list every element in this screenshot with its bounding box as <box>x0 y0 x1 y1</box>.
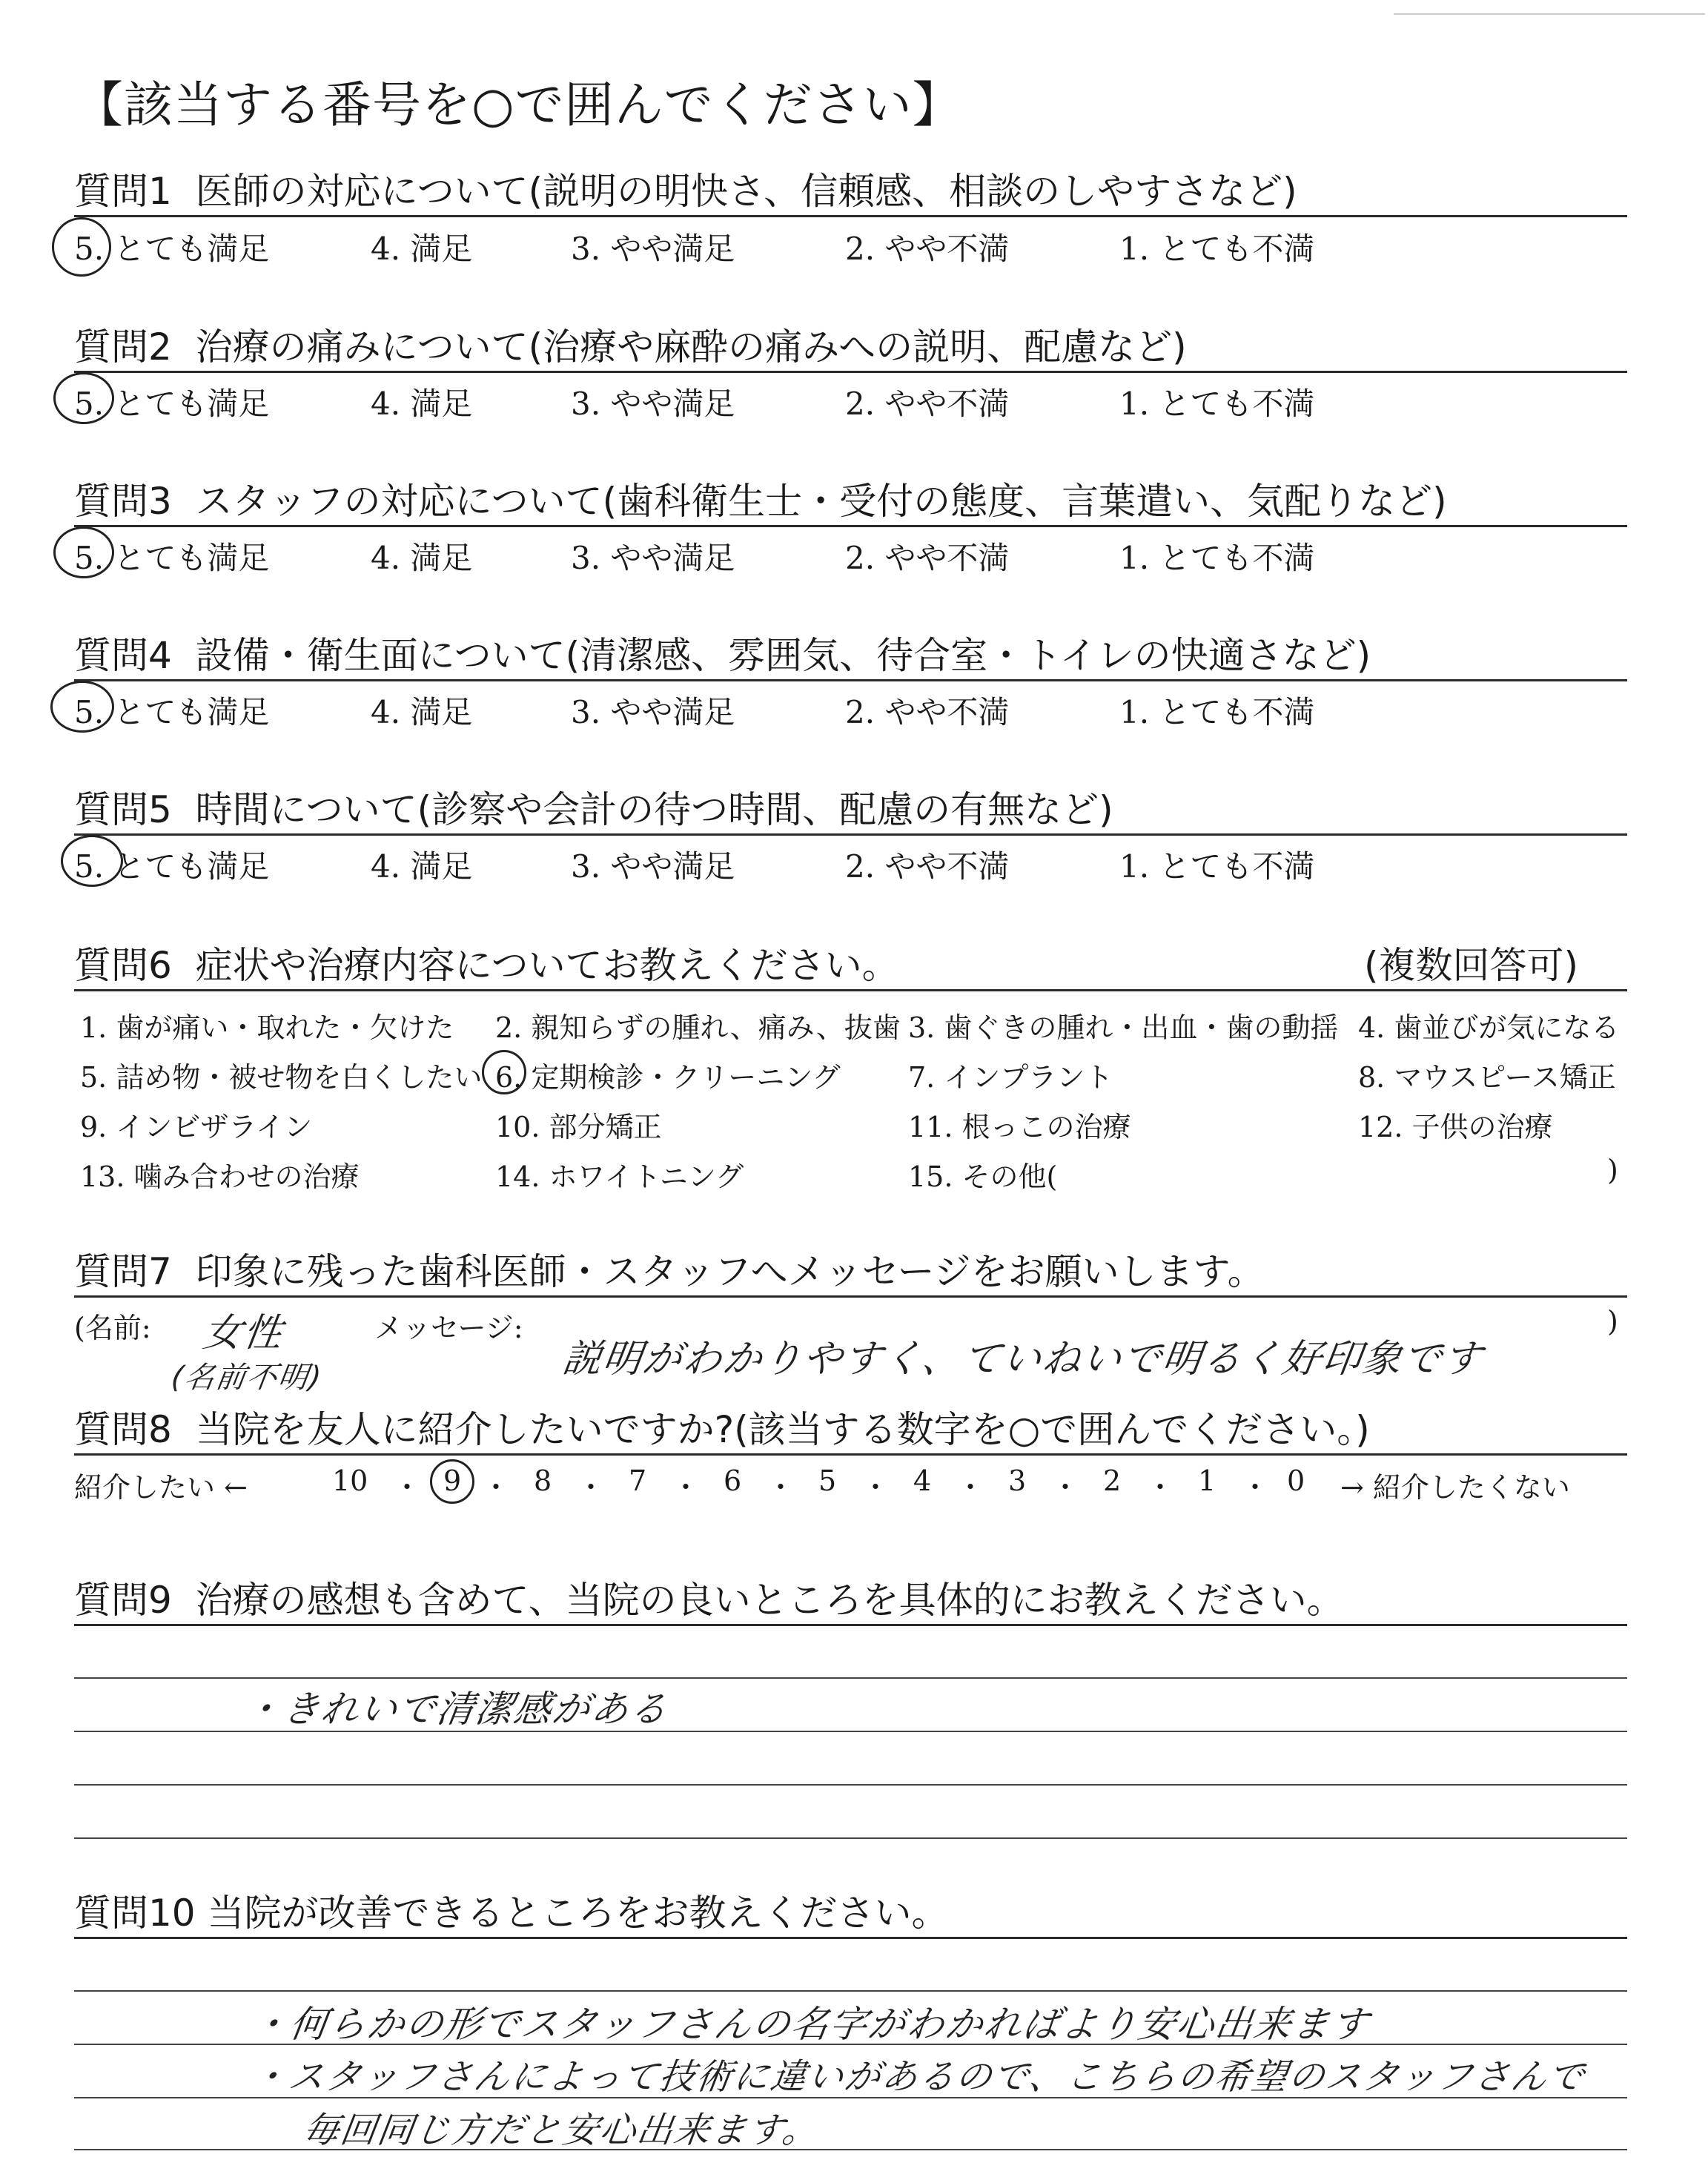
q4-option-5[interactable]: 5. とても満足 <box>74 694 270 730</box>
question-5-text: 時間について(診察や会計の待つ時間、配慮の有無など) <box>195 788 1113 831</box>
scale-dot: ・ <box>393 1471 422 1504</box>
q1-option-2[interactable]: 2. やや不満 <box>845 231 1010 267</box>
q6-option-4[interactable]: 4. 歯並びが気になる <box>1358 1011 1620 1044</box>
divider <box>74 1453 1627 1456</box>
q5-option-3[interactable]: 3. やや満足 <box>571 848 735 885</box>
q1-option-3[interactable]: 3. やや満足 <box>571 231 735 267</box>
question-8-label: 質問8 <box>74 1408 172 1451</box>
question-1-text: 医師の対応について(説明の明快さ、信頼感、相談のしやすさなど) <box>195 170 1297 213</box>
q6-option-10[interactable]: 10. 部分矯正 <box>495 1111 662 1143</box>
q6-option-13[interactable]: 13. 噛み合わせの治療 <box>80 1160 360 1193</box>
question-10-label: 質問10 <box>74 1892 196 1935</box>
scale-7[interactable]: 7 <box>629 1464 647 1497</box>
question-10-text: 当院が改善できるところをお教えください。 <box>207 1892 949 1935</box>
question-9-header <box>74 1571 1344 1624</box>
handwritten-message: 説明がわかりやすく、ていねいで明るく好印象です <box>560 1337 1486 1381</box>
handwritten-name-note: (名前不明) <box>169 1361 325 1395</box>
recommend-right-label: → 紹介したくない <box>1340 1471 1570 1504</box>
question-3-label: 質問3 <box>74 480 172 523</box>
q6-option-3[interactable]: 3. 歯ぐきの腫れ・出血・歯の動揺 <box>908 1011 1339 1044</box>
scale-dot: ・ <box>956 1471 985 1504</box>
q3-option-5[interactable]: 5. とても満足 <box>74 540 270 576</box>
q3-option-4[interactable]: 4. 満足 <box>371 540 473 576</box>
q2-option-2[interactable]: 2. やや不満 <box>845 386 1010 422</box>
divider <box>74 1624 1627 1626</box>
recommend-left-label: 紹介したい ← <box>74 1471 248 1504</box>
q6-option-1[interactable]: 1. 歯が痛い・取れた・欠けた <box>80 1011 454 1044</box>
q1-option-4[interactable]: 4. 満足 <box>371 231 473 267</box>
question-7-label: 質問7 <box>74 1250 172 1293</box>
divider <box>74 215 1627 217</box>
scale-4[interactable]: 4 <box>913 1464 932 1497</box>
q2-option-5[interactable]: 5. とても満足 <box>74 386 270 422</box>
question-9-label: 質問9 <box>74 1579 172 1622</box>
question-1-label: 質問1 <box>74 170 172 213</box>
scale-2[interactable]: 2 <box>1103 1464 1122 1497</box>
scale-8[interactable]: 8 <box>534 1464 552 1497</box>
handwritten-improvement-2: ・スタッフさんによって技術に違いがあるので、こちらの希望のスタッフさんで <box>248 2056 1589 2098</box>
question-7-text: 印象に残った歯科医師・スタッフへメッセージをお願いします。 <box>195 1250 1265 1293</box>
question-4-header <box>74 626 1371 679</box>
question-10-header <box>74 1883 949 1937</box>
q3-option-2[interactable]: 2. やや不満 <box>845 540 1010 576</box>
question-5-header <box>74 780 1113 833</box>
selection-circle-q4 <box>50 681 114 733</box>
q6-option-14[interactable]: 14. ホワイトニング <box>495 1160 744 1193</box>
q4-option-1[interactable]: 1. とても不満 <box>1119 694 1315 730</box>
name-label: (名前: <box>74 1312 151 1344</box>
question-4-label: 質問4 <box>74 634 172 677</box>
q4-option-3[interactable]: 3. やや満足 <box>571 694 735 730</box>
q6-option-7[interactable]: 7. インプラント <box>908 1061 1113 1094</box>
scale-10[interactable]: 10 <box>332 1464 368 1497</box>
q6-option-11[interactable]: 11. 根っこの治療 <box>908 1111 1131 1143</box>
question-3-text: スタッフの対応について(歯科衛生士・受付の態度、言葉遣い、気配りなど) <box>195 480 1447 523</box>
scale-5[interactable]: 5 <box>818 1464 837 1497</box>
divider <box>74 525 1627 527</box>
question-1-header <box>74 162 1297 215</box>
question-4-text: 設備・衛生面について(清潔感、雰囲気、待合室・トイレの快適さなど) <box>195 634 1371 677</box>
q2-option-3[interactable]: 3. やや満足 <box>571 386 735 422</box>
handwritten-name: 女性 <box>200 1311 287 1355</box>
divider <box>74 1937 1627 1939</box>
q5-option-1[interactable]: 1. とても不満 <box>1119 848 1315 885</box>
q6-option-5[interactable]: 5. 詰め物・被せ物を白くしたい <box>80 1061 483 1094</box>
question-6-header <box>74 936 899 989</box>
q6-option-6[interactable]: 6. 定期検診・クリーニング <box>495 1061 841 1094</box>
scale-dot: ・ <box>767 1471 795 1504</box>
scan-edge-line <box>1394 13 1705 15</box>
message-close-paren: ) <box>1607 1305 1618 1338</box>
divider <box>74 989 1627 991</box>
q3-option-3[interactable]: 3. やや満足 <box>571 540 735 576</box>
selection-circle-q2 <box>53 372 114 424</box>
selection-circle-q8 <box>430 1459 474 1504</box>
divider <box>74 679 1627 681</box>
multiple-answers-note: (複数回答可) <box>1364 944 1579 987</box>
scale-6[interactable]: 6 <box>724 1464 742 1497</box>
q3-option-1[interactable]: 1. とても不満 <box>1119 540 1315 576</box>
message-label: メッセージ: <box>374 1312 523 1344</box>
scale-dot: ・ <box>1241 1471 1270 1504</box>
selection-circle-q1 <box>52 217 111 277</box>
scale-dot: ・ <box>577 1471 606 1504</box>
question-3-header <box>74 472 1447 525</box>
divider <box>74 1295 1627 1298</box>
q6-option-15[interactable]: 15. その他( <box>908 1160 1058 1193</box>
question-2-header <box>74 317 1187 371</box>
divider <box>74 833 1627 836</box>
handwritten-improvement-1: ・何らかの形でスタッフさんの名字がわかればより安心出来ます <box>248 2003 1373 2046</box>
q6-option-12[interactable]: 12. 子供の治療 <box>1358 1111 1553 1143</box>
divider <box>74 371 1627 373</box>
question-2-label: 質問2 <box>74 326 172 369</box>
selection-circle-q3 <box>53 526 114 578</box>
question-8-header <box>74 1400 1370 1453</box>
q5-option-5[interactable]: 5. とても満足 <box>74 848 270 885</box>
scale-dot: ・ <box>1051 1471 1080 1504</box>
handwritten-improvement-3: 毎回同じ方だと安心出来ます。 <box>300 2110 823 2151</box>
q5-option-4[interactable]: 4. 満足 <box>371 848 473 885</box>
q4-option-4[interactable]: 4. 満足 <box>371 694 473 730</box>
selection-circle-q5 <box>61 835 123 887</box>
q6-option-9[interactable]: 9. インビザライン <box>80 1111 313 1143</box>
selection-circle-q6 <box>482 1050 526 1094</box>
question-6-label: 質問6 <box>74 944 172 987</box>
q2-option-4[interactable]: 4. 満足 <box>371 386 473 422</box>
scale-9[interactable]: 9 <box>443 1464 462 1497</box>
q2-option-1[interactable]: 1. とても不満 <box>1119 386 1315 422</box>
answer-line <box>74 1990 1627 1992</box>
scale-1[interactable]: 1 <box>1198 1464 1217 1497</box>
handwritten-good-points: ・きれいで清潔感がある <box>241 1688 672 1731</box>
question-9-text: 治療の感想も含めて、当院の良いところを具体的にお教えください。 <box>195 1579 1344 1622</box>
answer-line <box>74 1837 1627 1839</box>
scale-3[interactable]: 3 <box>1008 1464 1027 1497</box>
page-title: 【該当する番号を○で囲んでください】 <box>74 76 962 133</box>
question-2-text: 治療の痛みについて(治療や麻酔の痛みへの説明、配慮など) <box>195 326 1187 369</box>
q1-option-5[interactable]: 5. とても満足 <box>74 231 270 267</box>
q5-option-2[interactable]: 2. やや不満 <box>845 848 1010 885</box>
question-7-header <box>74 1242 1265 1295</box>
q4-option-2[interactable]: 2. やや不満 <box>845 694 1010 730</box>
scale-0[interactable]: 0 <box>1287 1464 1305 1497</box>
answer-line <box>74 1784 1627 1786</box>
q6-option-2[interactable]: 2. 親知らずの腫れ、痛み、抜歯 <box>495 1011 901 1044</box>
question-6-text: 症状や治療内容についてお教えください。 <box>195 944 899 987</box>
q1-option-1[interactable]: 1. とても不満 <box>1119 231 1315 267</box>
q6-option-8[interactable]: 8. マウスピース矯正 <box>1358 1061 1616 1094</box>
scale-dot: ・ <box>482 1471 511 1504</box>
scale-dot: ・ <box>672 1471 701 1504</box>
question-5-label: 質問5 <box>74 788 172 831</box>
question-8-text: 当院を友人に紹介したいですか?(該当する数字を○で囲んでください。) <box>195 1408 1370 1451</box>
q6-other-close-paren: ) <box>1607 1154 1618 1186</box>
answer-line <box>74 1677 1627 1679</box>
scale-dot: ・ <box>861 1471 890 1504</box>
scale-dot: ・ <box>1146 1471 1175 1504</box>
